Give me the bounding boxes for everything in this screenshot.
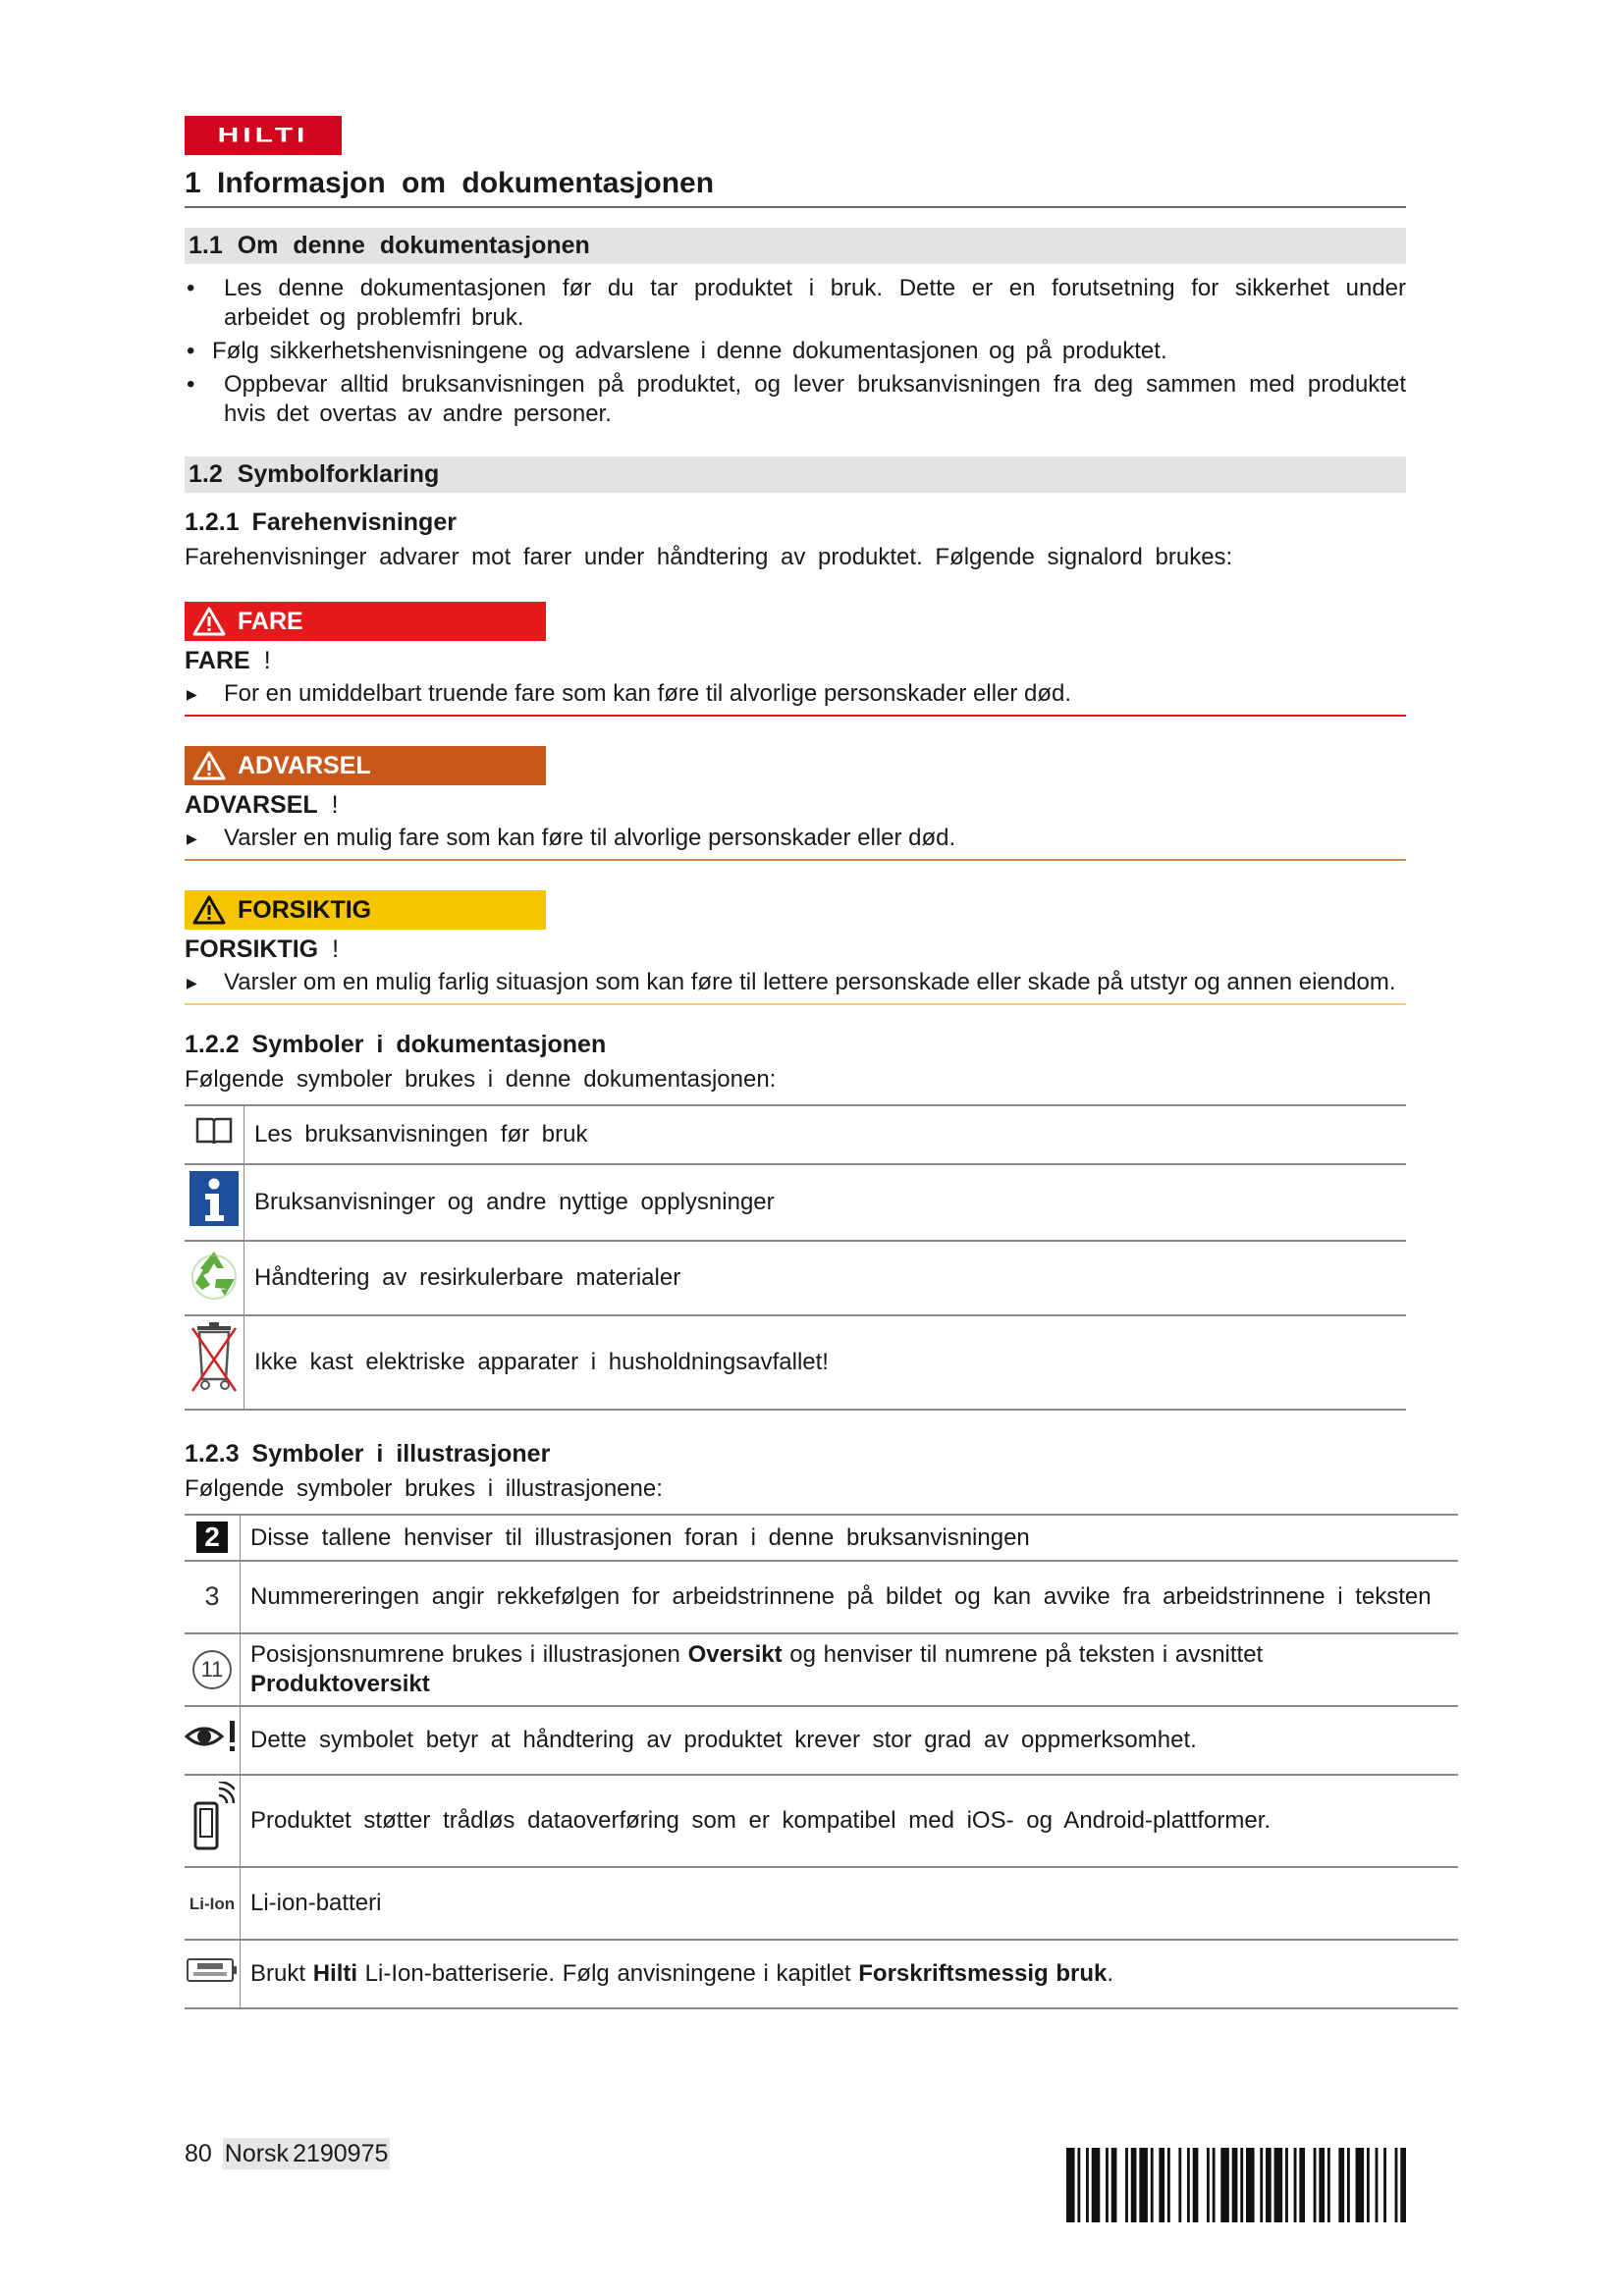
barcode-bar bbox=[1092, 2148, 1101, 2222]
table-row bbox=[185, 1315, 1406, 1410]
hilti-battery-icon bbox=[186, 1956, 239, 1984]
barcode-bar bbox=[1077, 2148, 1080, 2222]
documentation-bullets bbox=[185, 274, 1406, 429]
symbol-description: Disse tallene henviser til illustrasjonen foran i denne bruksanvisningen bbox=[241, 1515, 1459, 1561]
info-icon bbox=[189, 1171, 239, 1226]
barcode-bar bbox=[1125, 2148, 1128, 2222]
signal-block bbox=[185, 602, 1406, 717]
symbol-description: Ikke kast elektriske apparater i husholdningsavfallet! bbox=[244, 1315, 1407, 1410]
illustration-symbols-intro: Følgende symboler brukes i illustrasjonene: bbox=[185, 1475, 663, 1502]
section-heading-1-1: 1.1 Om denne dokumentasjonen bbox=[185, 228, 1406, 264]
signal-bar bbox=[185, 602, 546, 641]
barcode-bar bbox=[1139, 2148, 1148, 2222]
barcode-bar bbox=[1367, 2148, 1370, 2222]
list-item: • Les denne dokumentasjonen før du tar produktet i bruk. Dette er en forutsetning for sikkerhet under arbeidet og problemfri bruk. bbox=[185, 274, 1406, 333]
hilti-logo: HILTI bbox=[185, 116, 342, 155]
list-item: • Følg sikkerhetshenvisningene og advarslene i denne dokumentasjonen og på produktet. bbox=[185, 337, 1406, 366]
manual-page bbox=[185, 116, 1432, 2009]
barcode-bar bbox=[1220, 2148, 1229, 2222]
position-number-icon: 11 bbox=[192, 1650, 232, 1689]
barcode-bar bbox=[1314, 2148, 1317, 2222]
barcode-bar bbox=[1167, 2148, 1170, 2222]
warning-triangle-icon bbox=[192, 895, 226, 925]
barcode-bar bbox=[1086, 2148, 1089, 2222]
signal-word: ADVARSEL ! bbox=[185, 791, 339, 819]
symbol-description: Brukt Hilti Li-Ion-batteriserie. Følg anvisningene i kapitlet Forskriftsmessig bruk. bbox=[241, 1940, 1459, 2008]
table-row bbox=[185, 1164, 1406, 1241]
barcode-bar bbox=[1066, 2148, 1075, 2222]
table-row bbox=[185, 1561, 1458, 1633]
warning-triangle-icon bbox=[192, 607, 226, 636]
barcode-bar bbox=[1187, 2148, 1190, 2222]
table-row bbox=[185, 1867, 1458, 1940]
arrow-icon: ▶ bbox=[187, 830, 197, 846]
table-row bbox=[185, 1105, 1406, 1164]
footer-language: Norsk bbox=[224, 2140, 290, 2167]
barcode-bar bbox=[1376, 2148, 1379, 2222]
barcode-bar bbox=[1159, 2148, 1164, 2222]
signal-bar-label: ADVARSEL bbox=[238, 751, 371, 779]
signal-word-list bbox=[185, 602, 1406, 1005]
table-row bbox=[185, 1775, 1458, 1867]
step-number-icon: 3 bbox=[204, 1581, 220, 1611]
barcode-bar bbox=[1178, 2148, 1181, 2222]
barcode-bar bbox=[1131, 2148, 1137, 2222]
page-number: 80 bbox=[185, 2140, 212, 2167]
symbol-description: Håndtering av resirkulerbare materialer bbox=[244, 1241, 1407, 1315]
arrow-icon: ▶ bbox=[187, 686, 197, 702]
footer-document-code: 2190975 bbox=[293, 2140, 389, 2167]
symbol-description: Bruksanvisninger og andre nyttige opplysninger bbox=[244, 1164, 1407, 1241]
signal-bar bbox=[185, 746, 546, 785]
signal-description: ▶ Varsler om en mulig farlig situasjon som kan føre til lettere personskade eller skade på utstyr og annen eiendom. bbox=[185, 968, 1406, 1005]
table-row bbox=[185, 1940, 1458, 2008]
barcode-bar bbox=[1232, 2148, 1238, 2222]
signal-block bbox=[185, 746, 1406, 861]
barcode-bar bbox=[1285, 2148, 1288, 2222]
barcode-bar bbox=[1327, 2148, 1330, 2222]
barcode-bar bbox=[1319, 2148, 1325, 2222]
barcode-bar bbox=[1400, 2148, 1406, 2222]
chapter-heading: 1 Informasjon om dokumentasjonen bbox=[185, 167, 1406, 208]
barcode-bar bbox=[1151, 2148, 1154, 2222]
doc-symbols-intro: Følgende symboler brukes i denne dokumentasjonen: bbox=[185, 1066, 777, 1093]
signal-description: ▶ For en umiddelbart truende fare som kan føre til alvorlige personskader eller død. bbox=[185, 679, 1406, 717]
signal-word: FORSIKTIG ! bbox=[185, 935, 340, 963]
wireless-phone-icon bbox=[189, 1782, 235, 1852]
barcode-bar bbox=[1213, 2148, 1216, 2222]
symbol-description: Nummereringen angir rekkefølgen for arbeidstrinnene på bildet og kan avvike fra arbeidstrinnene i teksten bbox=[241, 1561, 1459, 1633]
barcode-bar bbox=[1294, 2148, 1297, 2222]
crossed-bin-icon bbox=[189, 1322, 239, 1395]
barcode-bar bbox=[1260, 2148, 1263, 2222]
symbol-description: Posisjonsnumrene brukes i illustrasjonen Oversikt og henviser til numrene på teksten i avsnittet Produktoversikt bbox=[241, 1633, 1459, 1706]
table-row bbox=[185, 1241, 1406, 1315]
signal-word: FARE ! bbox=[185, 647, 271, 674]
li-ion-icon: Li-Ion bbox=[189, 1895, 236, 1913]
barcode-bar bbox=[1347, 2148, 1350, 2222]
subsection-heading-1-2-2: 1.2.2 Symboler i dokumentasjonen bbox=[185, 1031, 607, 1058]
book-icon bbox=[194, 1114, 234, 1148]
signal-bar-label: FARE bbox=[238, 607, 303, 635]
table-row bbox=[185, 1515, 1458, 1561]
symbol-description: Li-ion-batteri bbox=[241, 1867, 1459, 1940]
table-row bbox=[185, 1633, 1458, 1706]
doc-symbols-table bbox=[185, 1104, 1406, 1411]
subsection-heading-1-2-3: 1.2.3 Symboler i illustrasjoner bbox=[185, 1440, 551, 1468]
barcode-bar bbox=[1338, 2148, 1344, 2222]
barcode-bar bbox=[1207, 2148, 1210, 2222]
barcode-bar bbox=[1356, 2148, 1365, 2222]
barcode-bar bbox=[1274, 2148, 1283, 2222]
barcode-bar bbox=[1240, 2148, 1243, 2222]
arrow-icon: ▶ bbox=[187, 975, 197, 990]
barcode-bar bbox=[1106, 2148, 1109, 2222]
eye-attention-icon bbox=[185, 1719, 240, 1754]
page-footer bbox=[185, 2140, 390, 2168]
table-row bbox=[185, 1706, 1458, 1775]
figure-number-icon: 2 bbox=[196, 1522, 228, 1553]
illustration-symbols-table bbox=[185, 1514, 1458, 2009]
list-item: • Oppbevar alltid bruksanvisningen på produktet, og lever bruksanvisningen fra deg sammen med produktet hvis det overtas av andre personer. bbox=[185, 370, 1406, 429]
subsection-heading-1-2-1: 1.2.1 Farehenvisninger bbox=[185, 508, 457, 536]
barcode-bar bbox=[1111, 2148, 1117, 2222]
warning-triangle-icon bbox=[192, 751, 226, 780]
symbol-description: Les bruksanvisningen før bruk bbox=[244, 1105, 1407, 1164]
barcode-bar bbox=[1299, 2148, 1305, 2222]
barcode-bar bbox=[1383, 2148, 1386, 2222]
signal-block bbox=[185, 890, 1406, 1005]
barcode-bar bbox=[1193, 2148, 1199, 2222]
barcode-bar bbox=[1246, 2148, 1255, 2222]
barcode bbox=[1066, 2148, 1406, 2222]
signal-bar bbox=[185, 890, 546, 930]
signal-bar-label: FORSIKTIG bbox=[238, 895, 372, 924]
barcode-bar bbox=[1266, 2148, 1272, 2222]
recycle-icon bbox=[188, 1248, 241, 1301]
section-heading-1-2: 1.2 Symbolforklaring bbox=[185, 456, 1406, 493]
hazard-intro: Farehenvisninger advarer mot farer under håndtering av produktet. Følgende signalord brukes: bbox=[185, 544, 1233, 570]
symbol-description: Produktet støtter trådløs dataoverføring som er kompatibel med iOS- og Android-plattformer. bbox=[241, 1775, 1459, 1867]
barcode-bar bbox=[1395, 2148, 1398, 2222]
signal-description: ▶ Varsler en mulig fare som kan føre til alvorlige personskader eller død. bbox=[185, 824, 1406, 861]
symbol-description: Dette symbolet betyr at håndtering av produktet krever stor grad av oppmerksomhet. bbox=[241, 1706, 1459, 1775]
